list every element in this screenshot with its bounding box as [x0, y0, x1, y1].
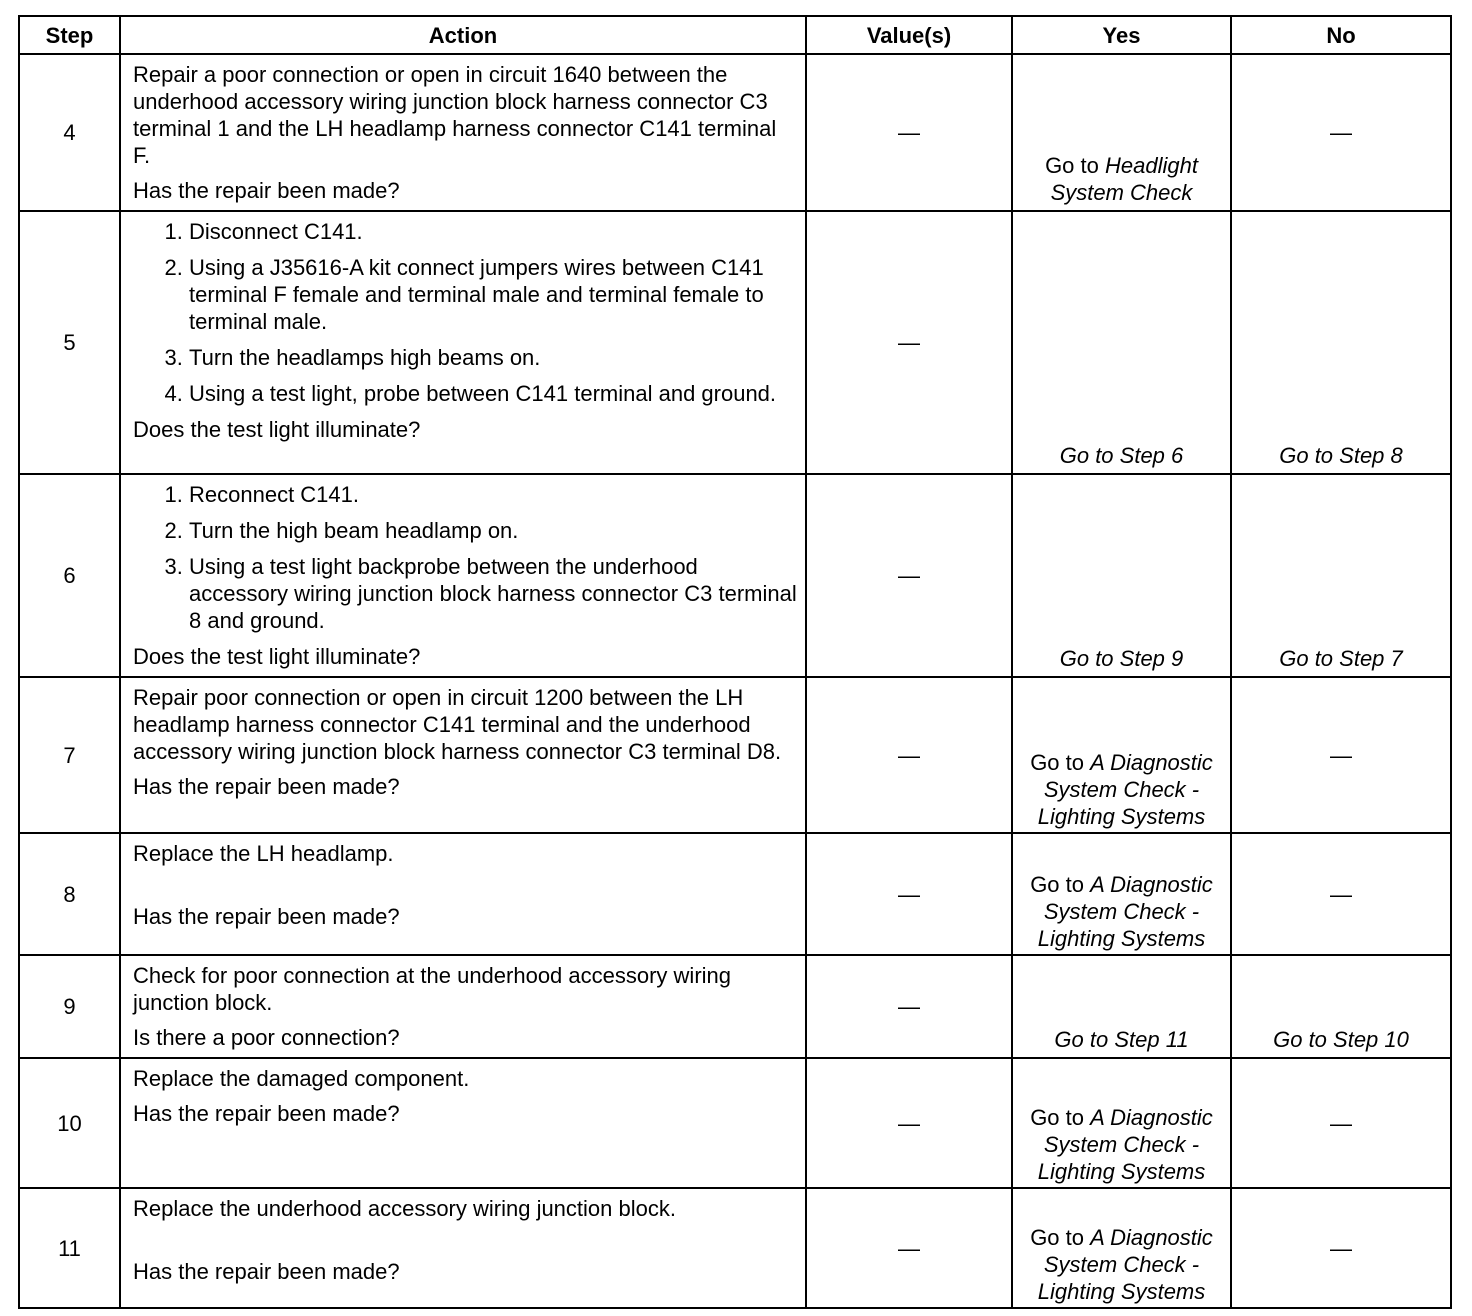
- action-step-item: 3. Using a test light backprobe between the underhood accessory wiring junction block harness connector C3 terminal 8 and ground.: [189, 553, 797, 634]
- action-cell: [120, 1188, 806, 1308]
- action-question: Does the test light illuminate?: [133, 417, 421, 442]
- table-row-step-10: [19, 1058, 1451, 1188]
- step-number: 11: [19, 1188, 120, 1308]
- yes-cell: [1012, 1058, 1231, 1188]
- header-values: Value(s): [806, 16, 1012, 54]
- step-number: 6: [19, 474, 120, 677]
- table-row-step-6: [19, 474, 1451, 677]
- step-number: 9: [19, 955, 120, 1058]
- yes-link[interactable]: Go to Step 11: [1054, 1027, 1189, 1052]
- action-text: Check for poor connection at the underhood accessory wiring junction block.: [133, 963, 732, 1015]
- action-question: Has the repair been made?: [133, 904, 400, 929]
- no-cell: [1231, 211, 1451, 474]
- action-text: Repair a poor connection or open in circuit 1640 between the underhood accessory wiring junction block harness connector C3 terminal 1 and the LH headlamp harness connector C141 terminal F.: [133, 62, 777, 168]
- action-cell: [120, 955, 806, 1058]
- action-question: Has the repair been made?: [133, 1259, 400, 1284]
- no-cell: —: [1231, 54, 1451, 211]
- header-no: No: [1231, 16, 1451, 54]
- value-cell: —: [806, 54, 1012, 211]
- action-steps-list: [133, 218, 797, 407]
- yes-cell: [1012, 1188, 1231, 1308]
- yes-cell: [1012, 955, 1231, 1058]
- table-row-step-11: [19, 1188, 1451, 1308]
- no-cell: —: [1231, 833, 1451, 955]
- yes-prefix: Go to: [1030, 1105, 1091, 1130]
- yes-link[interactable]: A Diagnostic System Check - Lighting Systems: [1037, 872, 1213, 951]
- action-cell: [120, 677, 806, 833]
- no-cell: [1231, 955, 1451, 1058]
- action-cell: [120, 474, 806, 677]
- table-row-step-5: [19, 211, 1451, 474]
- header-action: Action: [120, 16, 806, 54]
- action-cell: [120, 833, 806, 955]
- value-cell: —: [806, 1188, 1012, 1308]
- header-step: Step: [19, 16, 120, 54]
- no-cell: [1231, 474, 1451, 677]
- no-cell: —: [1231, 1188, 1451, 1308]
- yes-prefix: Go to: [1030, 1225, 1091, 1250]
- table-row-step-7: [19, 677, 1451, 833]
- no-cell: —: [1231, 1058, 1451, 1188]
- value-cell: —: [806, 211, 1012, 474]
- yes-prefix: Go to: [1030, 872, 1091, 897]
- action-cell: [120, 54, 806, 211]
- yes-prefix: Go to: [1045, 153, 1105, 178]
- yes-cell: [1012, 474, 1231, 677]
- yes-link[interactable]: A Diagnostic System Check - Lighting Systems: [1037, 1225, 1213, 1304]
- action-step-item: 2. Turn the high beam headlamp on.: [189, 517, 797, 544]
- action-text: Replace the damaged component.: [133, 1066, 470, 1091]
- action-steps-list: [133, 481, 797, 634]
- action-text: Repair poor connection or open in circuit 1200 between the LH headlamp harness connector C141 terminal and the underhood accessory wiring junction block harness connector C3 terminal D8.: [133, 685, 782, 764]
- value-cell: —: [806, 1058, 1012, 1188]
- value-cell: —: [806, 955, 1012, 1058]
- action-question: Is there a poor connection?: [133, 1025, 400, 1050]
- yes-cell: [1012, 54, 1231, 211]
- diagnostic-table: [18, 15, 1452, 1309]
- action-text: Replace the LH headlamp.: [133, 841, 394, 866]
- action-step-item: 2. Using a J35616-A kit connect jumpers wires between C141 terminal F female and terminal male and terminal female to terminal male.: [189, 254, 797, 335]
- action-step-item: 4. Using a test light, probe between C141 terminal and ground.: [189, 380, 797, 407]
- yes-prefix: Go to: [1030, 750, 1091, 775]
- table-row-step-9: [19, 955, 1451, 1058]
- step-number: 7: [19, 677, 120, 833]
- yes-cell: [1012, 211, 1231, 474]
- yes-cell: [1012, 833, 1231, 955]
- yes-link[interactable]: A Diagnostic System Check - Lighting Systems: [1037, 750, 1213, 829]
- action-text: Replace the underhood accessory wiring junction block.: [133, 1196, 676, 1221]
- action-step-item: 1. Disconnect C141.: [189, 218, 797, 245]
- value-cell: —: [806, 474, 1012, 677]
- action-step-item: 1. Reconnect C141.: [189, 481, 797, 508]
- value-cell: —: [806, 677, 1012, 833]
- action-question: Does the test light illuminate?: [133, 644, 421, 669]
- action-question: Has the repair been made?: [133, 774, 400, 799]
- yes-link[interactable]: A Diagnostic System Check - Lighting Systems: [1037, 1105, 1213, 1184]
- yes-link[interactable]: Go to Step 9: [1059, 646, 1184, 671]
- action-step-item: 3. Turn the headlamps high beams on.: [189, 344, 797, 371]
- table-row-step-4: [19, 54, 1451, 211]
- header-row: [19, 16, 1451, 54]
- no-link[interactable]: Go to Step 7: [1279, 646, 1403, 671]
- action-question: Has the repair been made?: [133, 1101, 400, 1126]
- action-question: Has the repair been made?: [133, 178, 400, 203]
- step-number: 8: [19, 833, 120, 955]
- no-link[interactable]: Go to Step 8: [1279, 443, 1403, 468]
- step-number: 4: [19, 54, 120, 211]
- step-number: 5: [19, 211, 120, 474]
- no-cell: —: [1231, 677, 1451, 833]
- value-cell: —: [806, 833, 1012, 955]
- step-number: 10: [19, 1058, 120, 1188]
- action-cell: [120, 211, 806, 474]
- header-yes: Yes: [1012, 16, 1231, 54]
- no-link[interactable]: Go to Step 10: [1273, 1027, 1409, 1052]
- yes-link[interactable]: Go to Step 6: [1059, 443, 1184, 468]
- table-row-step-8: [19, 833, 1451, 955]
- yes-link[interactable]: Headlight System Check: [1050, 153, 1198, 205]
- action-cell: [120, 1058, 806, 1188]
- yes-cell: [1012, 677, 1231, 833]
